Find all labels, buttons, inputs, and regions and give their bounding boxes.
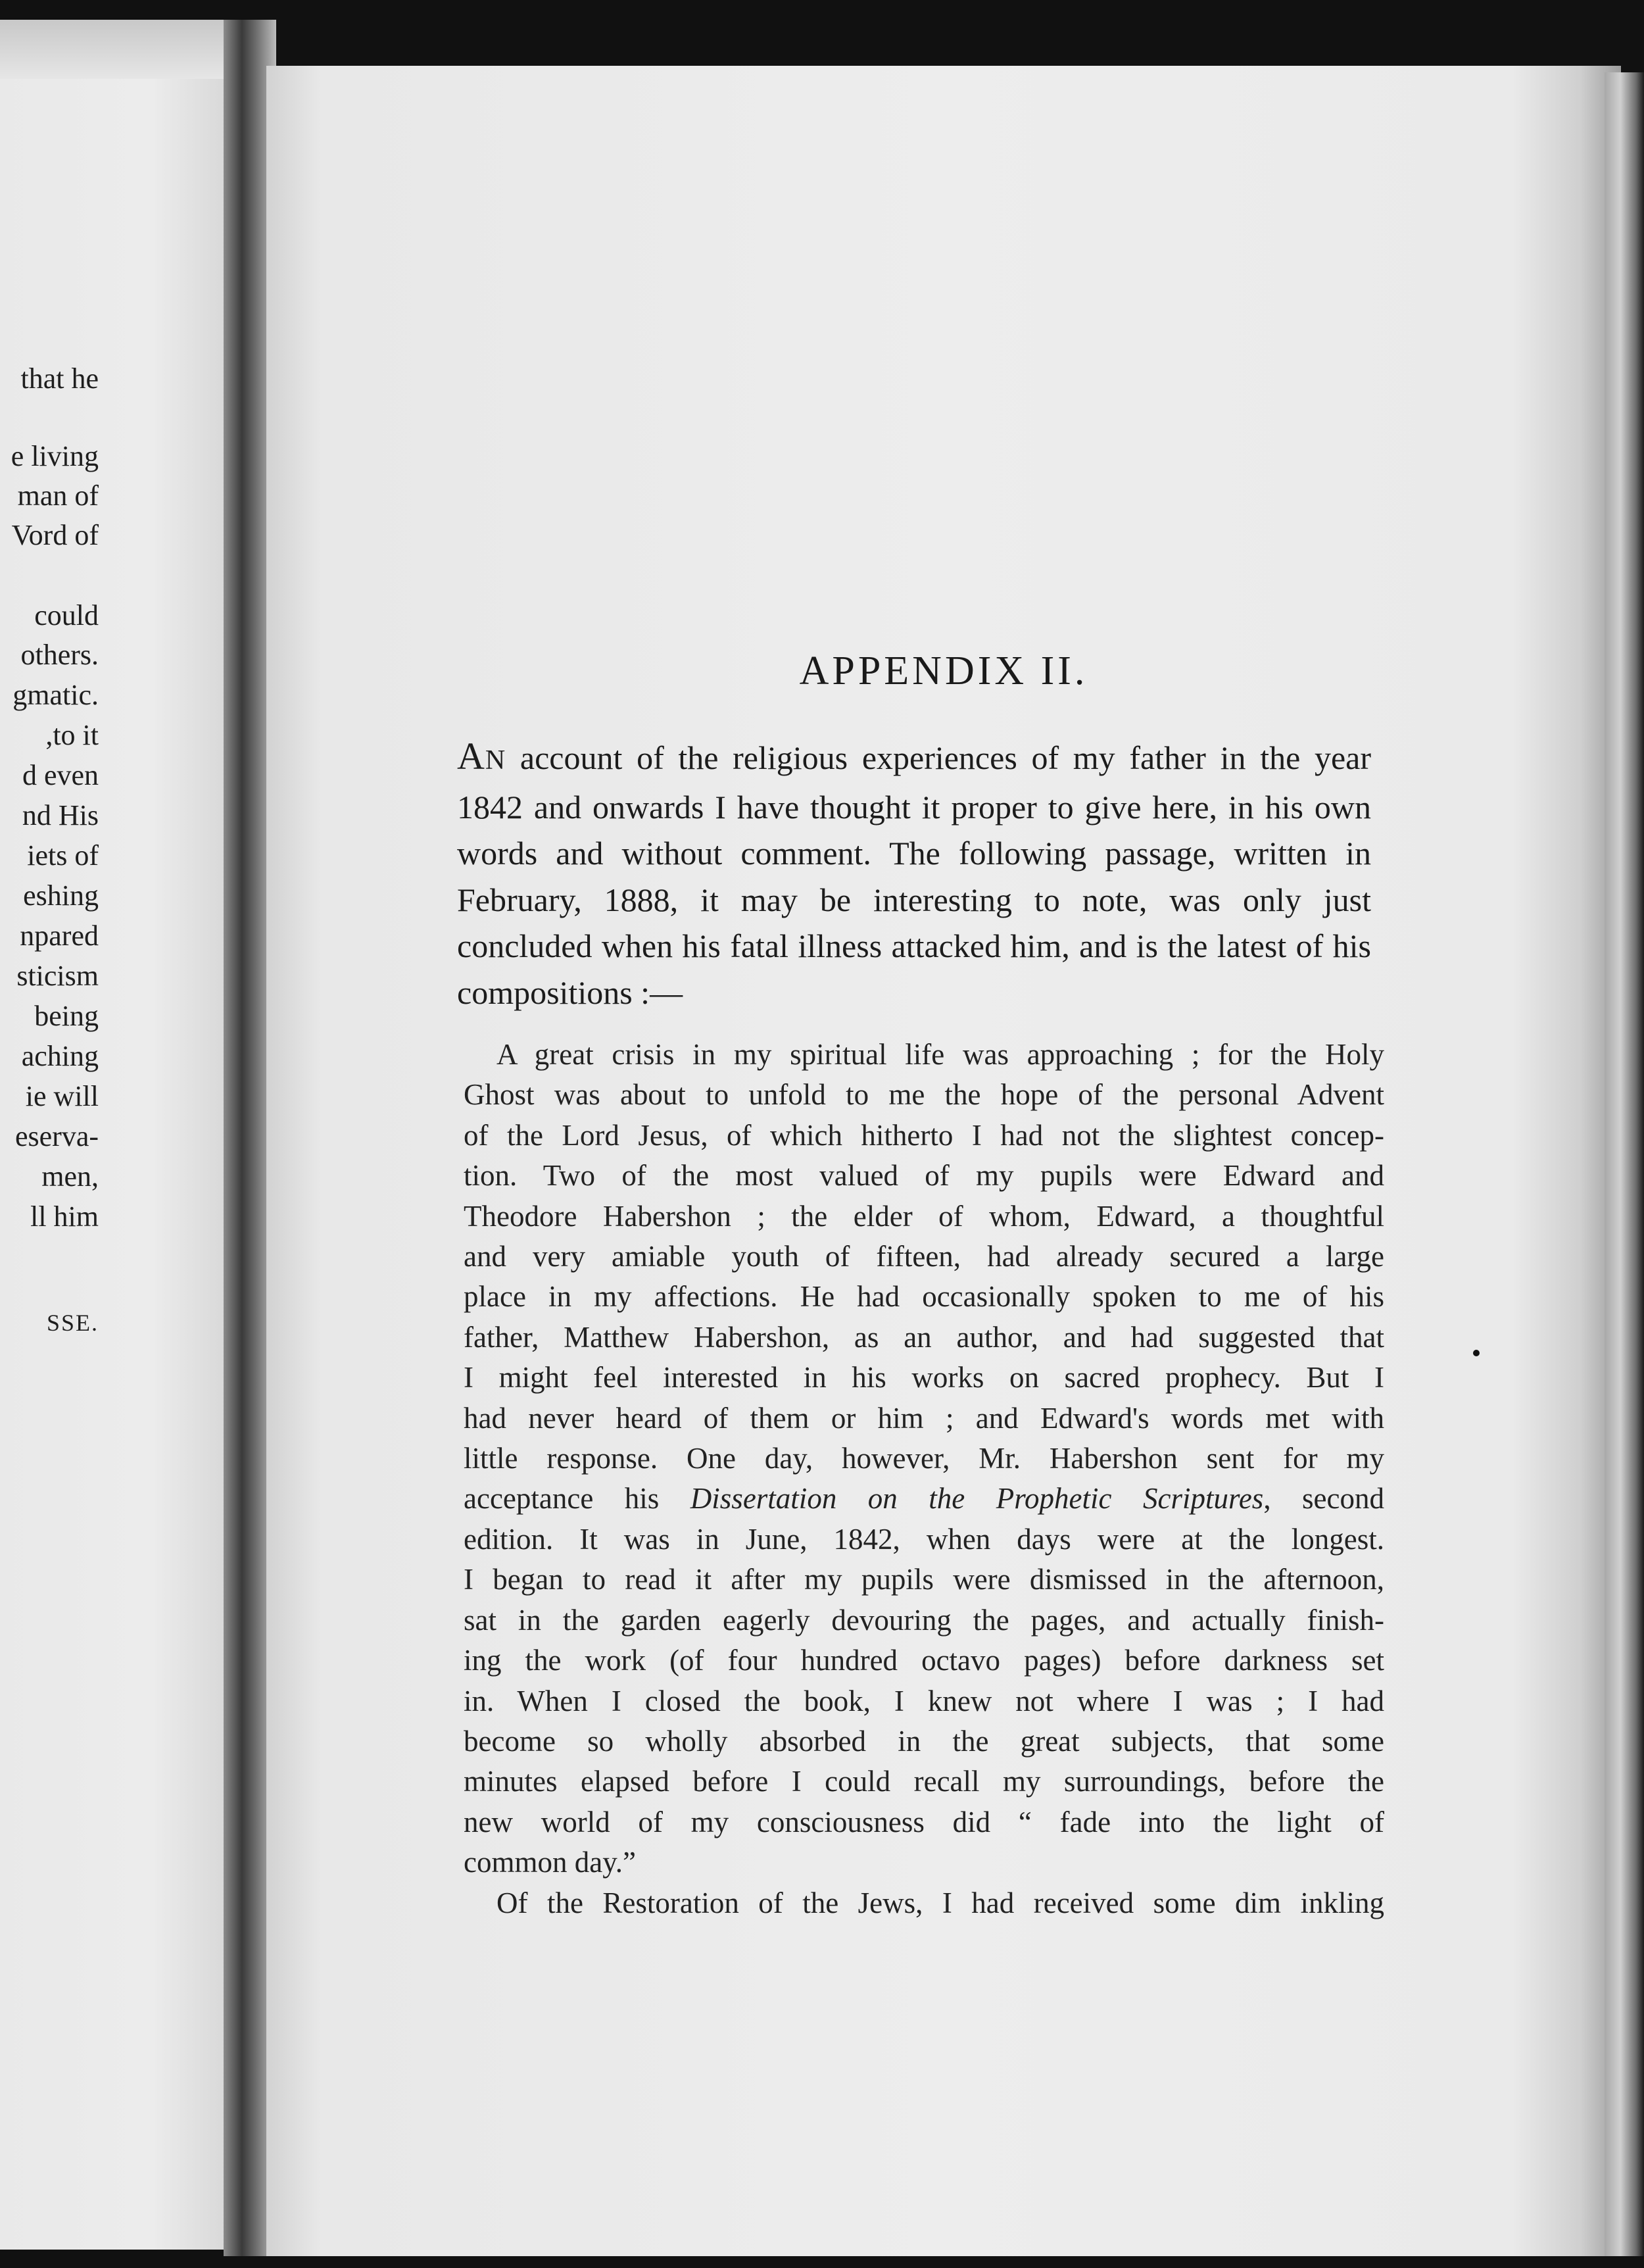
left-line: nd His (22, 799, 99, 831)
left-line: ie will (25, 1080, 99, 1112)
left-line: that he (20, 362, 99, 395)
intro-paragraph (457, 733, 1371, 1016)
left-line: Vord of (11, 519, 99, 551)
quote-line: common day.” (464, 1846, 637, 1879)
quote-fragment: , second (1263, 1482, 1384, 1516)
left-line: gmatic. (12, 679, 99, 711)
left-line: being (34, 1000, 99, 1032)
quote-line: I began to read it after my pupils were dismissed in the afternoon, (464, 1563, 1384, 1596)
quote-line: minutes elapsed before I could recall my surroundings, before the (464, 1765, 1384, 1798)
quote-line: A great crisis in my spiritual life was approaching ; for the Holy (496, 1038, 1384, 1071)
quote-line: edition. It was in June, 1842, when days were at the longest. (464, 1522, 1384, 1556)
quote-line: had never heard of them or him ; and Edward's words met with (464, 1401, 1384, 1435)
left-page (0, 20, 253, 2250)
quote-line: new world of my consciousness did “ fade into the light of (464, 1805, 1384, 1838)
left-line: ll him (30, 1200, 99, 1233)
intro-text: account of the religious experiences of my father in the year 1842 and onwards I have thought it proper to give here, in his own words and without comment. The following passage, written in February, 1888, it may be interesting to note, was only just concluded when his fatal illness attacked him, and is the latest of his compositions :— (457, 739, 1371, 1011)
quote-fragment: acceptance his (464, 1482, 660, 1516)
quote-line: father, Matthew Habershon, as an author, and had suggested that (464, 1320, 1384, 1354)
quote-line: Of the Restoration of the Jews, I had received some dim inkling (496, 1886, 1384, 1919)
left-page-top-edge (0, 20, 253, 79)
appendix-heading: APPENDIX II. (799, 649, 1088, 693)
quote-line: I might feel interested in his works on sacred prophecy. But I (464, 1361, 1384, 1394)
left-line: e living (11, 440, 99, 472)
quote-line: Ghost was about to unfold to me the hope of the personal Advent (464, 1078, 1384, 1112)
quote-line: in. When I closed the book, I knew not where I was ; I had (464, 1684, 1384, 1717)
left-line: man of (17, 480, 99, 512)
quoted-passage (464, 1035, 1384, 1923)
quote-line: ing the work (of four hundred octavo pages) before darkness set (464, 1644, 1384, 1677)
left-line: eserva- (14, 1120, 99, 1152)
quote-line: little response. One day, however, Mr. Habershon sent for my (464, 1442, 1384, 1475)
left-line: eshing (23, 879, 99, 912)
left-line: npared (20, 920, 99, 952)
left-line: aching (21, 1040, 99, 1072)
small-caps-initial: N (485, 745, 506, 776)
quote-line: Theodore Habershon ; the elder of whom, Edward, a thoughtful (464, 1199, 1384, 1233)
book-title: Dissertation on the Prophetic Scriptures (690, 1482, 1264, 1516)
left-line: iets of (27, 839, 99, 872)
left-line: could (34, 599, 99, 631)
ink-speck (1473, 1350, 1480, 1356)
drop-initial: A (457, 735, 485, 777)
left-line: men, (41, 1160, 99, 1193)
quote-line: place in my affections. He had occasionally spoken to me of his (464, 1280, 1384, 1314)
left-signature: SSE. (46, 1310, 99, 1336)
quote-line: and very amiable youth of fifteen, had already secured a large (464, 1240, 1384, 1273)
quote-line: become so wholly absorbed in the great subjects, that some (464, 1724, 1384, 1758)
quote-line: of the Lord Jesus, of which hitherto I had not the slightest concep- (464, 1118, 1384, 1152)
left-line: d even (22, 759, 99, 791)
left-line: sticism (16, 960, 99, 992)
quote-line: tion. Two of the most valued of my pupils were Edward and (464, 1159, 1384, 1193)
right-page-edge (1605, 72, 1644, 2256)
left-line: ,to it (45, 719, 99, 751)
left-line: others. (20, 639, 99, 671)
quote-line-with-title (464, 1479, 1384, 1519)
quote-line: sat in the garden eagerly devouring the pages, and actually finish- (464, 1603, 1384, 1637)
